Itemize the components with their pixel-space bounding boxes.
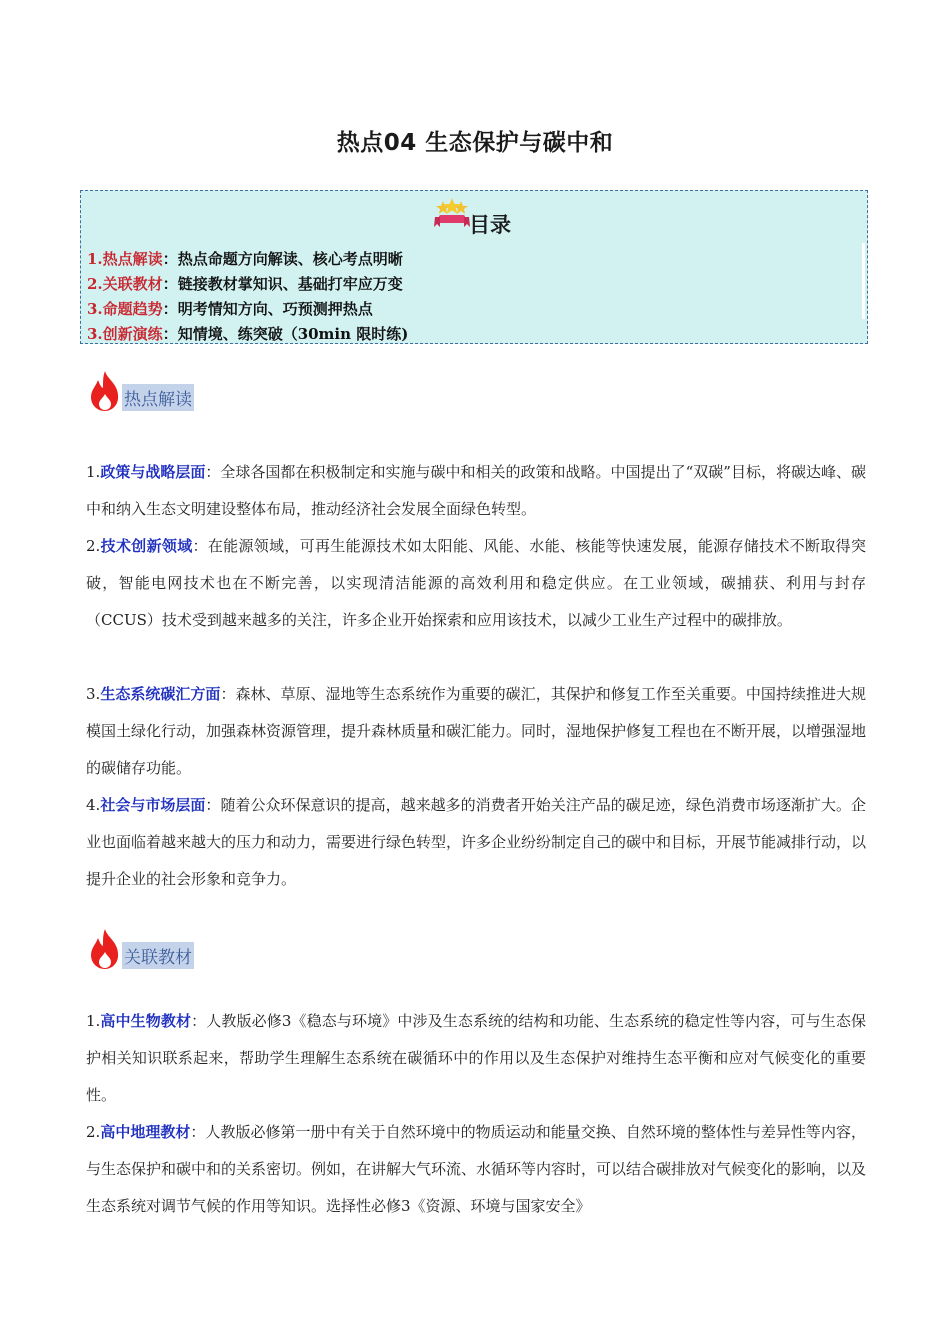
toc-item-sep: ： <box>162 250 178 268</box>
paragraph-text: 人教版必修第一册中有关于自然环境中的物质运动和能量交换、自然环境的整体性与差异性等内容，与生态保护和碳中和的关系密切。例如，在讲解大气环流、水循环等内容时，可以结合碳排放对气候变化的影响，以及生态系统对调节气候的作用等知识。选择性必修3《资源、环境与国家安全》 <box>86 1123 867 1215</box>
toc-item-desc: 链接教材掌知识、基础打牢应万变 <box>177 275 403 293</box>
paragraph-sep: ： <box>192 537 208 555</box>
toc-item-key: 3.命题趋势 <box>87 300 163 318</box>
paragraph-sep: ： <box>205 796 221 814</box>
paragraph-sep: ： <box>220 685 236 703</box>
paragraph-number: 2. <box>86 1123 101 1141</box>
paragraph-sep: ： <box>191 1012 207 1030</box>
section-heading-label: 关联教材 <box>122 942 194 969</box>
paragraph <box>86 528 866 639</box>
toc-edge-divider <box>862 243 865 319</box>
page-title: 热点04 生态保护与碳中和 <box>336 130 614 156</box>
paragraph-text: 人教版必修3《稳态与环境》中涉及生态系统的结构和功能、生态系统的稳定性等内容，可与生态保护相关知识联系起来，帮助学生理解生态系统在碳循环中的作用以及生态保护对维持生态平衡和应对气候变化的重要性。 <box>86 1012 866 1104</box>
toc-list <box>87 247 408 347</box>
toc-item-sep: ： <box>162 325 178 343</box>
paragraph-text: 森林、草原、湿地等生态系统作为重要的碳汇，其保护和修复工作至关重要。中国持续推进大规模国土绿化行动，加强森林资源管理，提升森林质量和碳汇能力。同时，湿地保护修复工程也在不断开展，以增强湿地的碳储存功能。 <box>86 685 867 777</box>
paragraph-number: 3. <box>86 685 101 703</box>
toc-item <box>87 322 408 347</box>
flame-icon <box>88 928 122 970</box>
paragraph-number: 1. <box>86 463 101 481</box>
toc-item <box>87 247 408 272</box>
paragraph-keyword: 高中地理教材 <box>100 1123 191 1141</box>
paragraph <box>86 787 866 898</box>
paragraph <box>86 1003 866 1114</box>
medal-icon <box>433 197 471 235</box>
paragraph <box>86 676 866 787</box>
paragraph-number: 2. <box>86 537 101 555</box>
paragraph <box>86 454 866 528</box>
paragraph-keyword: 生态系统碳汇方面 <box>100 685 221 703</box>
toc-item-desc: 明考情知方向、巧预测押热点 <box>177 300 373 318</box>
toc-item <box>87 272 408 297</box>
toc-item-key: 1.热点解读 <box>87 250 163 268</box>
paragraph <box>86 1114 866 1225</box>
paragraph-number: 4. <box>86 796 101 814</box>
paragraph-number: 1. <box>86 1012 101 1030</box>
toc-item-sep: ： <box>162 275 178 293</box>
paragraph-text: 在能源领域，可再生能源技术如太阳能、风能、水能、核能等快速发展，能源存储技术不断取得突破，智能电网技术也在不断完善，以实现清洁能源的高效利用和稳定供应。在工业领域，碳捕获、利用与封存（CCUS）技术受到越来越多的关注，许多企业开始探索和应用该技术，以减少工业生产过程中的碳排放。 <box>86 537 866 629</box>
toc-item-key: 3.创新演练 <box>87 325 163 343</box>
toc-box <box>80 190 868 344</box>
toc-item <box>87 297 408 322</box>
paragraph-text: 随着公众环保意识的提高，越来越多的消费者开始关注产品的碳足迹，绿色消费市场逐渐扩大。企业也面临着越来越大的压力和动力，需要进行绿色转型，许多企业纷纷制定自己的碳中和目标，开展节能减排行动，以提升企业的社会形象和竞争力。 <box>86 796 867 888</box>
toc-item-key: 2.关联教材 <box>87 275 163 293</box>
paragraph-keyword: 技术创新领域 <box>100 537 193 555</box>
toc-item-desc: 知情境、练突破（30min 限时练) <box>177 325 409 343</box>
paragraph-sep: ： <box>190 1123 206 1141</box>
paragraph-keyword: 高中生物教材 <box>100 1012 192 1030</box>
toc-item-sep: ： <box>162 300 178 318</box>
paragraph-text: 全球各国都在积极制定和实施与碳中和相关的政策和战略。中国提出了“双碳”目标，将碳达峰、碳中和纳入生态文明建设整体布局，推动经济社会发展全面绿色转型。 <box>86 463 866 518</box>
section-heading-label: 热点解读 <box>122 384 194 411</box>
toc-item-desc: 热点命题方向解读、核心考点明晰 <box>177 250 403 268</box>
paragraph-keyword: 政策与战略层面 <box>100 463 206 481</box>
paragraph-keyword: 社会与市场层面 <box>100 796 206 814</box>
toc-heading: 目录 <box>469 213 511 237</box>
paragraph-sep: ： <box>205 463 221 481</box>
flame-icon <box>88 370 122 412</box>
